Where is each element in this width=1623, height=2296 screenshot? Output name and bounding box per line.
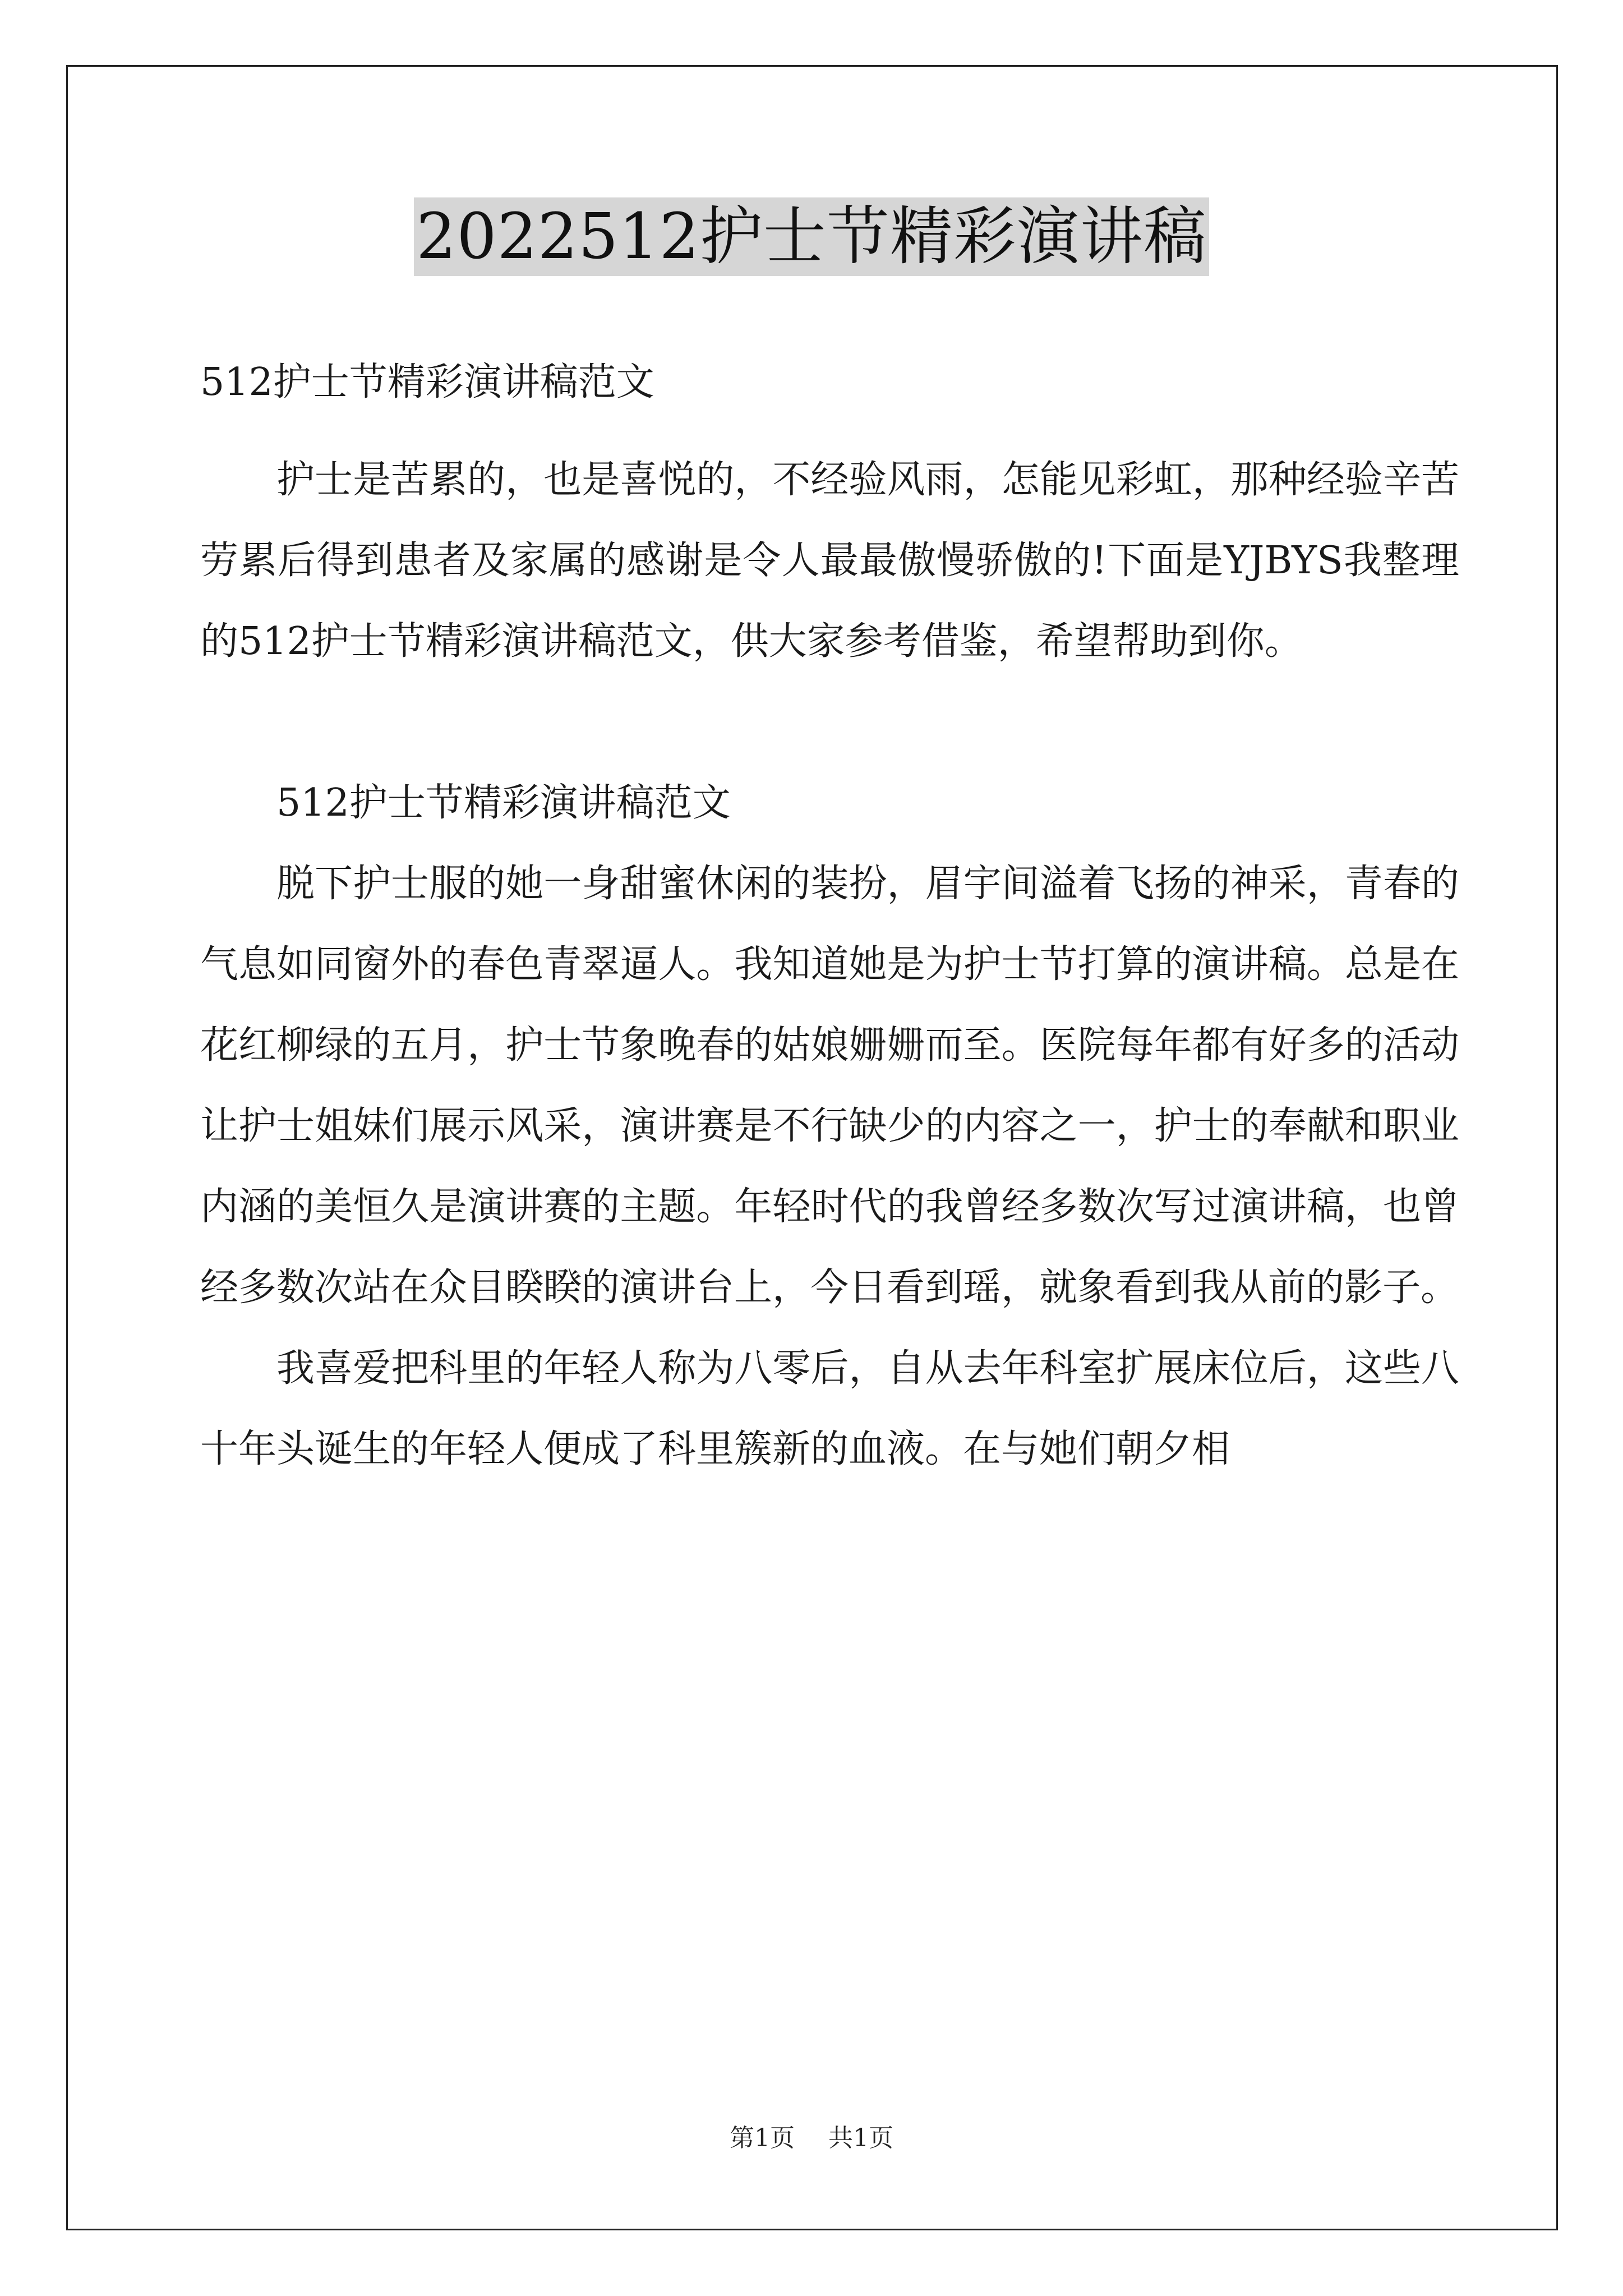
document-subtitle: 512护士节精彩演讲稿范文 <box>200 360 654 404</box>
document-title: 2022512护士节精彩演讲稿 <box>414 197 1209 276</box>
section-heading: 512护士节精彩演讲稿范文 <box>276 781 731 825</box>
page-total: 共1页 <box>828 2124 893 2152</box>
page-footer <box>0 2118 1623 2154</box>
page-number: 第1页 <box>730 2124 795 2152</box>
title-container <box>0 197 1623 276</box>
body-paragraph-2: 我喜爱把科里的年轻人称为八零后，自从去年科室扩展床位后，这些八十年头诞生的年轻人便成了科里簇新的血液。在与她们朝夕相 <box>200 1346 1459 1471</box>
paragraph-spacer <box>200 682 1459 763</box>
intro-paragraph: 护士是苦累的，也是喜悦的，不经验风雨，怎能见彩虹，那种经验辛苦劳累后得到患者及家属的感谢是令人最最傲慢骄傲的!下面是YJBYS我整理的512护士节精彩演讲稿范文，供大家参考借鉴，希望帮助到你。 <box>200 458 1459 664</box>
document-body <box>200 342 1459 1490</box>
body-paragraph-1: 脱下护士服的她一身甜蜜休闲的装扮，眉宇间溢着飞扬的神采，青春的气息如同窗外的春色青翠逼人。我知道她是为护士节打算的演讲稿。总是在花红柳绿的五月，护士节象晚春的姑娘姗姗而至。医院每年都有好多的活动让护士姐妹们展示风采，演讲赛是不行缺少的内容之一，护士的奉献和职业内涵的美恒久是演讲赛的主题。年轻时代的我曾经多数次写过演讲稿，也曾经多数次站在众目睽睽的演讲台上，今日看到瑶，就象看到我从前的影子。 <box>200 862 1459 1310</box>
